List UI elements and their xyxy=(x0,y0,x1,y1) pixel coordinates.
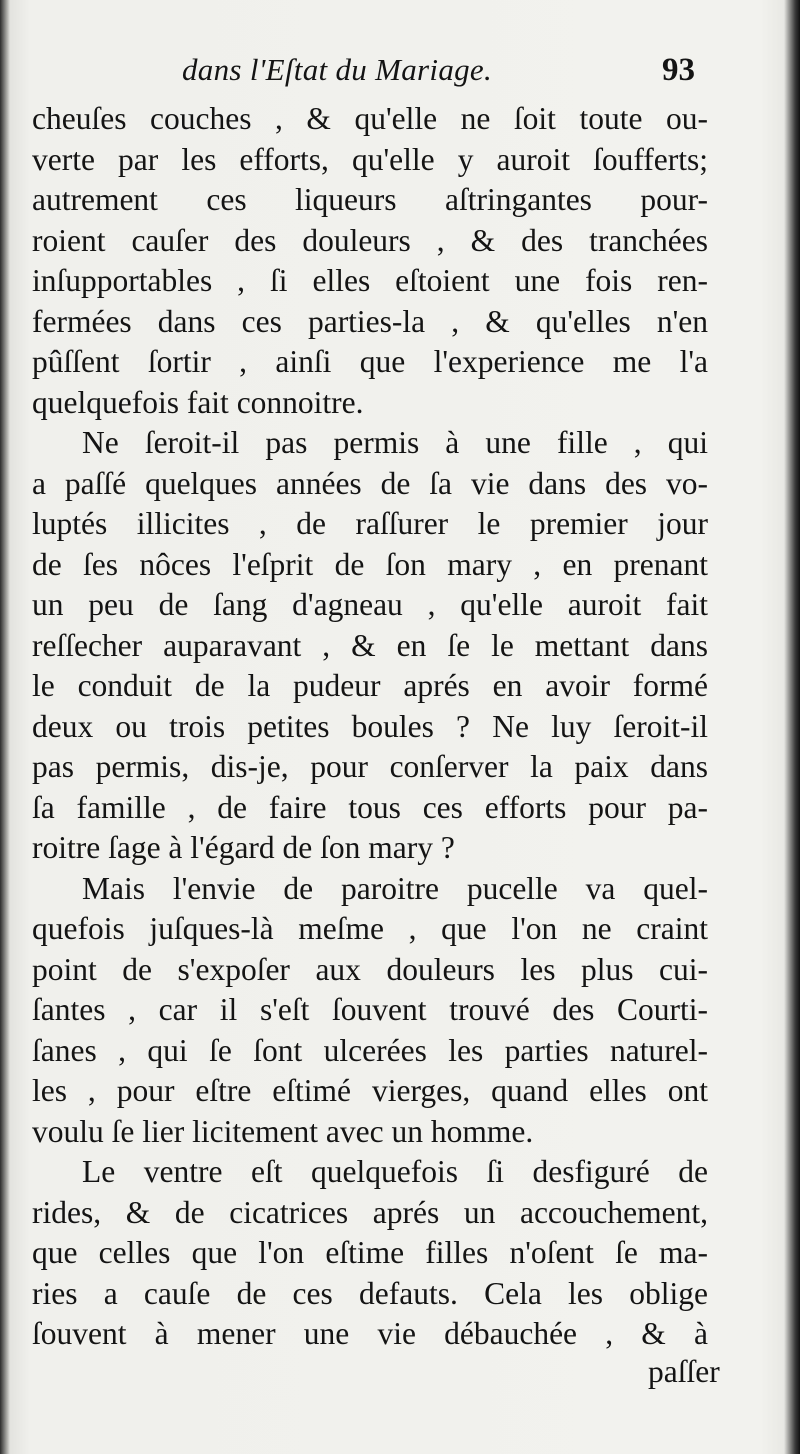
text-line: deux ou trois petites boules ? Ne luy ſeroit-il xyxy=(32,708,708,744)
text-line: ſa famille , de faire tous ces efforts pour pa- xyxy=(32,789,708,825)
text-line: cheuſes couches , & qu'elle ne ſoit toute ou- xyxy=(32,101,708,136)
body-text xyxy=(32,99,708,1355)
text-line: Le ventre eſt quelquefois ſi desfiguré de xyxy=(82,1154,708,1189)
text-line: roitre ſage à l'égard de ſon mary ? xyxy=(32,830,455,865)
text-line: le conduit de la pudeur aprés en avoir formé xyxy=(32,668,708,703)
text-line: ſouvent à mener une vie débauchée , & à xyxy=(32,1316,708,1351)
text-line: que celles que l'on eſtime filles n'oſent ſe ma- xyxy=(32,1235,708,1270)
paragraph xyxy=(32,423,708,869)
text-line: inſupportables , ſi elles eſtoient une fois ren- xyxy=(32,263,708,298)
text-line: voulu ſe lier licitement avec un homme. xyxy=(32,1113,534,1149)
text-line: Mais l'envie de paroitre pucelle va quel- xyxy=(82,870,708,906)
text-line: roient cauſer des douleurs , & des tranchées xyxy=(32,222,708,258)
text-line: rides, & de cicatrices aprés un accouchement, xyxy=(32,1194,708,1230)
text-line: reſſecher auparavant , & en ſe le mettant dans xyxy=(32,627,708,663)
page-edge-shadow-left xyxy=(0,0,10,1454)
text-line: autrement ces liqueurs aſtringantes pour- xyxy=(32,182,708,217)
text-line: quefois juſques-là meſme , que l'on ne craint xyxy=(32,911,708,946)
text-line: ries a cauſe de ces defauts. Cela les oblige xyxy=(32,1275,708,1311)
text-line: ſanes , qui ſe ſont ulcerées les parties naturel- xyxy=(32,1032,708,1068)
text-line: un peu de ſang d'agneau , qu'elle auroit fait xyxy=(32,587,708,622)
text-line: point de s'expoſer aux douleurs les plus cui- xyxy=(32,951,708,987)
text-line: de ſes nôces l'eſprit de ſon mary , en prenant xyxy=(32,546,708,582)
text-line: a paſſé quelques années de ſa vie dans des vo- xyxy=(32,465,708,501)
text-line: pûſſent ſortir , ainſi que l'experience me l'a xyxy=(32,344,708,379)
running-title: dans l'Eſtat du Mariage. xyxy=(182,52,493,87)
text-line: fermées dans ces parties-la , & qu'elles n'en xyxy=(32,303,708,339)
text-line: les , pour eſtre eſtimé vierges, quand elles ont xyxy=(32,1073,708,1108)
text-line: luptés illicites , de raſſurer le premier jour xyxy=(32,506,708,541)
page-header xyxy=(30,52,730,92)
catchword: paſſer xyxy=(648,1354,720,1389)
text-line: ſantes , car il s'eſt ſouvent trouvé des Courti- xyxy=(32,992,708,1027)
paragraph xyxy=(32,869,708,1153)
page-number: 93 xyxy=(662,52,695,88)
paragraph xyxy=(32,99,708,423)
text-line: quelquefois fait connoitre. xyxy=(32,384,364,420)
page-edge-shadow-right xyxy=(784,0,800,1454)
paragraph xyxy=(32,1152,708,1355)
text-line: pas permis, dis-je, pour conſerver la paix dans xyxy=(32,749,708,784)
text-line: Ne ſeroit-il pas permis à une fille , qui xyxy=(82,425,708,460)
text-line: verte par les efforts, qu'elle y auroit ſoufferts; xyxy=(32,141,708,177)
